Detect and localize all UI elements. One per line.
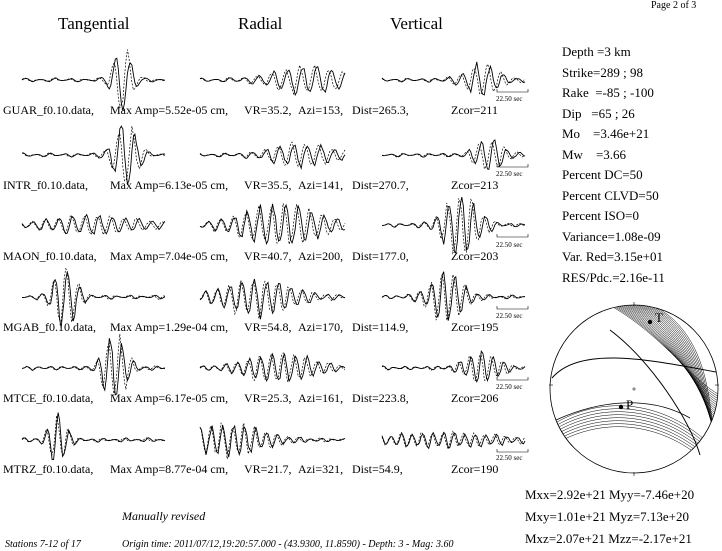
time-scale-label: 22.50 sec [496, 454, 523, 462]
p-axis-marker [619, 405, 623, 409]
station-max-amp: Max Amp=6.13e-05 cm, [110, 178, 229, 192]
station-max-amp: Max Amp=5.52e-05 cm, [110, 103, 229, 117]
moment-tensor-row-2: Mxy=1.01e+21 Myz=7.13e+20 [525, 509, 690, 524]
solution-parameter: Variance=1.08e-09 [562, 228, 661, 244]
revised-note: Manually revised [122, 509, 206, 523]
p-axis-label: P [626, 397, 634, 412]
solution-parameter: Percent DC=50 [562, 167, 643, 182]
station-zcor: Zcor=190 [451, 462, 499, 476]
station-zcor: Zcor=206 [451, 391, 499, 405]
solution-parameter: Depth =3 km [562, 44, 631, 59]
station-file: MGAB_f0.10.data, [3, 320, 96, 334]
station-azi: Azi=141, [298, 178, 344, 192]
column-header-radial: Radial [238, 14, 283, 33]
solution-parameter: Percent CLVD=50 [562, 187, 659, 203]
time-scale-label: 22.50 sec [496, 95, 523, 103]
stations-range: Stations 7-12 of 17 [5, 539, 81, 550]
station-azi: Azi=200, [298, 249, 344, 263]
station-dist: Dist=265.3, [352, 103, 409, 117]
time-scale-label: 22.50 sec [496, 312, 523, 320]
station-vr: VR=54.8, [244, 320, 292, 334]
station-dist: Dist=114.9, [352, 320, 409, 334]
station-file: INTR_f0.10.data, [3, 178, 88, 192]
time-scale-label: 22.50 sec [496, 170, 523, 178]
time-scale-label: 22.50 sec [496, 241, 523, 249]
station-max-amp: Max Amp=7.04e-05 cm, [110, 249, 229, 263]
station-vr: VR=21.7, [244, 462, 292, 476]
station-file: GUAR_f0.10.data, [3, 103, 94, 117]
t-axis-label: T [655, 310, 663, 325]
origin-info: Origin time: 2011/07/12,19:20:57.000 - (43.9300, 11.8590) - Depth: 3 - Mag: 3.60 [122, 539, 454, 550]
station-dist: Dist=270.7, [352, 178, 409, 192]
solution-parameter: Mw =3.66 [562, 146, 627, 162]
station-file: MAON_f0.10.data, [3, 249, 97, 263]
solution-parameter: Mo =3.46e+21 [562, 126, 650, 141]
station-azi: Azi=321, [298, 462, 344, 476]
solution-parameter: Rake =-85 ; -100 [562, 85, 654, 100]
station-zcor: Zcor=203 [451, 249, 499, 263]
station-dist: Dist=54.9, [352, 462, 403, 476]
station-dist: Dist=177.0, [352, 249, 409, 263]
station-azi: Azi=161, [298, 391, 344, 405]
solution-parameter: Strike=289 ; 98 [562, 64, 643, 80]
page-number: Page 2 of 3 [651, 0, 697, 11]
station-max-amp: Max Amp=8.77e-04 cm, [110, 462, 229, 476]
station-zcor: Zcor=213 [451, 178, 499, 192]
station-dist: Dist=223.8, [352, 391, 409, 405]
solution-parameter: Var. Red=3.15e+01 [562, 249, 663, 264]
time-scale-label: 22.50 sec [496, 383, 523, 391]
station-vr: VR=35.5, [244, 178, 292, 192]
station-file: MTCE_f0.10.data, [3, 391, 94, 405]
station-azi: Azi=170, [298, 320, 344, 334]
column-header-vertical: Vertical [390, 14, 443, 33]
station-vr: VR=40.7, [244, 249, 292, 263]
station-file: MTRZ_f0.10.data, [3, 462, 94, 476]
station-azi: Azi=153, [298, 103, 344, 117]
station-vr: VR=25.3, [244, 391, 292, 405]
station-zcor: Zcor=211 [451, 103, 498, 117]
solution-parameter: RES/Pdc.=2.16e-11 [562, 269, 665, 285]
solution-parameter: Percent ISO=0 [562, 208, 640, 223]
moment-tensor-row-1: Mxx=2.92e+21 Myy=-7.46e+20 [525, 487, 695, 502]
column-header-tangential: Tangential [58, 14, 130, 33]
station-vr: VR=35.2, [244, 103, 292, 117]
station-max-amp: Max Amp=6.17e-05 cm, [110, 391, 229, 405]
station-max-amp: Max Amp=1.29e-04 cm, [110, 320, 229, 334]
solution-parameter: Dip =65 ; 26 [562, 105, 635, 121]
t-axis-marker [648, 320, 652, 324]
moment-tensor-row-3: Mxz=2.07e+21 Mzz=-2.17e+21 [525, 531, 692, 546]
station-zcor: Zcor=195 [451, 320, 499, 334]
